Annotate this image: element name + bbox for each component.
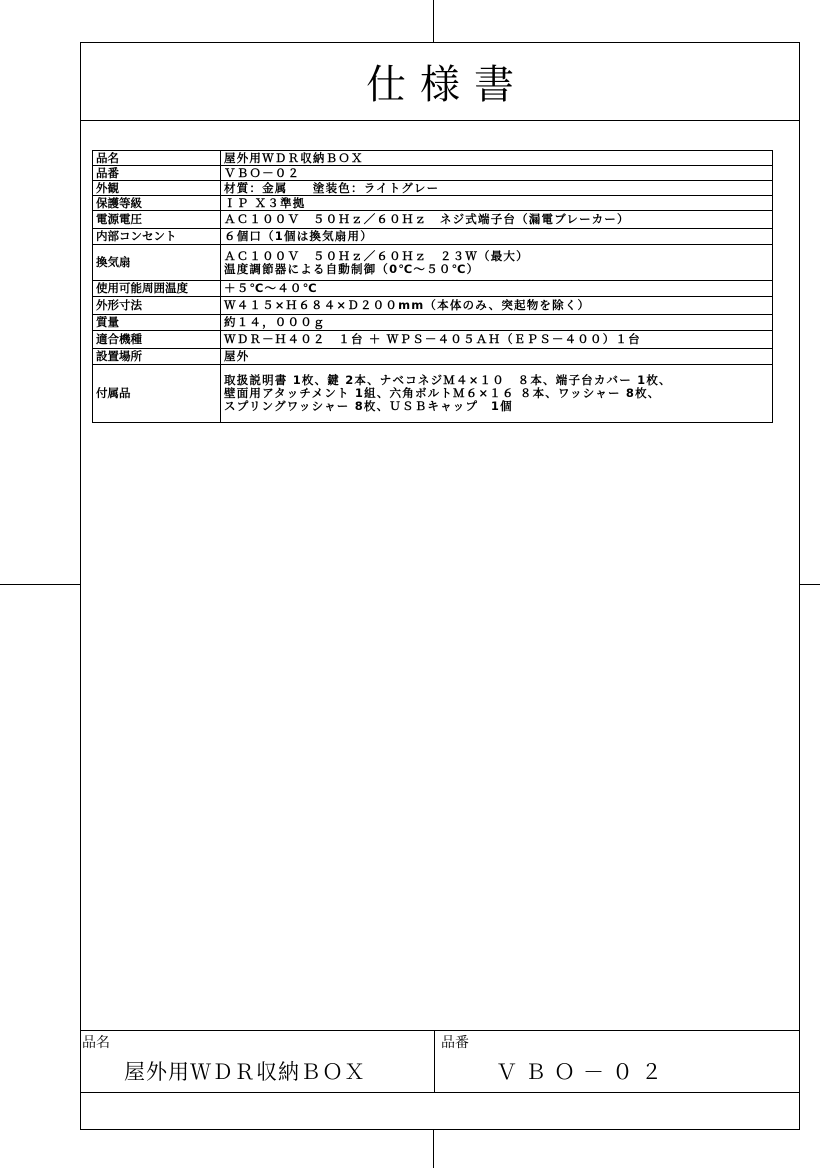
registration-mark-left bbox=[0, 584, 80, 585]
spec-value: 材質：金属 塗装色：ライトグレー bbox=[221, 181, 773, 196]
spec-label: 品名 bbox=[93, 151, 221, 166]
footer-number-value: ＶＢＯ－０２ bbox=[496, 1060, 670, 1084]
spec-label: 質量 bbox=[93, 315, 221, 331]
spec-row-temperature bbox=[93, 281, 773, 297]
spec-row-name bbox=[93, 151, 773, 166]
spec-row-compatible bbox=[93, 331, 773, 349]
footer-number-label: 品番 bbox=[441, 1035, 469, 1051]
registration-mark-bottom bbox=[433, 1130, 434, 1168]
footer-name-label: 品名 bbox=[82, 1035, 110, 1051]
spec-row-appearance bbox=[93, 181, 773, 196]
spec-label: 品番 bbox=[93, 166, 221, 181]
spec-value-line: 取扱説明書 1枚、鍵 2本、ナベコネジＭ４×１０ ８本、端子台カバー 1枚、 bbox=[224, 373, 672, 387]
spec-value bbox=[221, 245, 773, 281]
spec-row-voltage bbox=[93, 211, 773, 229]
spec-value: 屋外用ＷＤＲ収納ＢＯＸ bbox=[221, 151, 773, 166]
footer-bottom-rule bbox=[80, 1092, 800, 1093]
spec-label: 保護等級 bbox=[93, 196, 221, 211]
spec-row-outlets bbox=[93, 229, 773, 245]
spec-value: ＶＢＯ－０２ bbox=[221, 166, 773, 181]
spec-value-line: 温度調節器による自動制御（0℃～５０℃） bbox=[224, 261, 480, 276]
spec-value-line: スプリングワッシャー 8枚、ＵＳＢキャップ 1個 bbox=[224, 399, 513, 413]
spec-value: ＡＣ１００Ｖ ５０Ｈｚ／６０Ｈｚ ネジ式端子台（漏電ブレーカー） bbox=[221, 211, 773, 229]
spec-value: 約１４，０００ｇ bbox=[221, 315, 773, 331]
spec-label: 電源電圧 bbox=[93, 211, 221, 229]
spec-value: Ｗ４１５×Ｈ６８４×Ｄ２００mm（本体のみ、突起物を除く） bbox=[221, 297, 773, 315]
spec-value bbox=[221, 365, 773, 423]
spec-label: 外観 bbox=[93, 181, 221, 196]
spec-row-fan bbox=[93, 245, 773, 281]
spec-label: 内部コンセント bbox=[93, 229, 221, 245]
footer-column-divider bbox=[434, 1030, 435, 1092]
footer-name-value: 屋外用ＷＤＲ収納ＢＯＸ bbox=[124, 1060, 366, 1084]
spec-label: 付属品 bbox=[93, 365, 221, 423]
spec-row-protection bbox=[93, 196, 773, 211]
spec-row-dimensions bbox=[93, 297, 773, 315]
document-title: 仕様書 bbox=[366, 61, 528, 108]
spec-row-accessories bbox=[93, 365, 773, 423]
spec-table bbox=[92, 150, 773, 423]
title-divider bbox=[80, 120, 800, 121]
spec-row-weight bbox=[93, 315, 773, 331]
registration-mark-top bbox=[433, 0, 434, 42]
spec-label: 換気扇 bbox=[93, 245, 221, 281]
registration-mark-right bbox=[800, 584, 820, 585]
spec-value: ６個口（1個は換気扇用） bbox=[221, 229, 773, 245]
spec-value-line: ＡＣ１００Ｖ ５０Ｈｚ／６０Ｈｚ ２３Ｗ（最大） bbox=[224, 248, 529, 263]
spec-row-location bbox=[93, 349, 773, 365]
spec-label: 使用可能周囲温度 bbox=[93, 281, 221, 297]
spec-label: 適合機種 bbox=[93, 331, 221, 349]
spec-label: 設置場所 bbox=[93, 349, 221, 365]
spec-value-line: 壁面用アタッチメント 1組、六角ボルトＭ６×１６ ８本、ワッシャー 8枚、 bbox=[224, 386, 661, 400]
spec-row-number bbox=[93, 166, 773, 181]
spec-value: ＋５℃～４０℃ bbox=[221, 281, 773, 297]
spec-label: 外形寸法 bbox=[93, 297, 221, 315]
spec-value: 屋外 bbox=[221, 349, 773, 365]
spec-value: ＷＤＲ－Ｈ４０２ １台 ＋ ＷＰＳ－４０５ＡＨ（ＥＰＳ－４００）１台 bbox=[221, 331, 773, 349]
spec-value: ＩＰ Ｘ３準拠 bbox=[221, 196, 773, 211]
footer-top-rule bbox=[80, 1030, 800, 1031]
